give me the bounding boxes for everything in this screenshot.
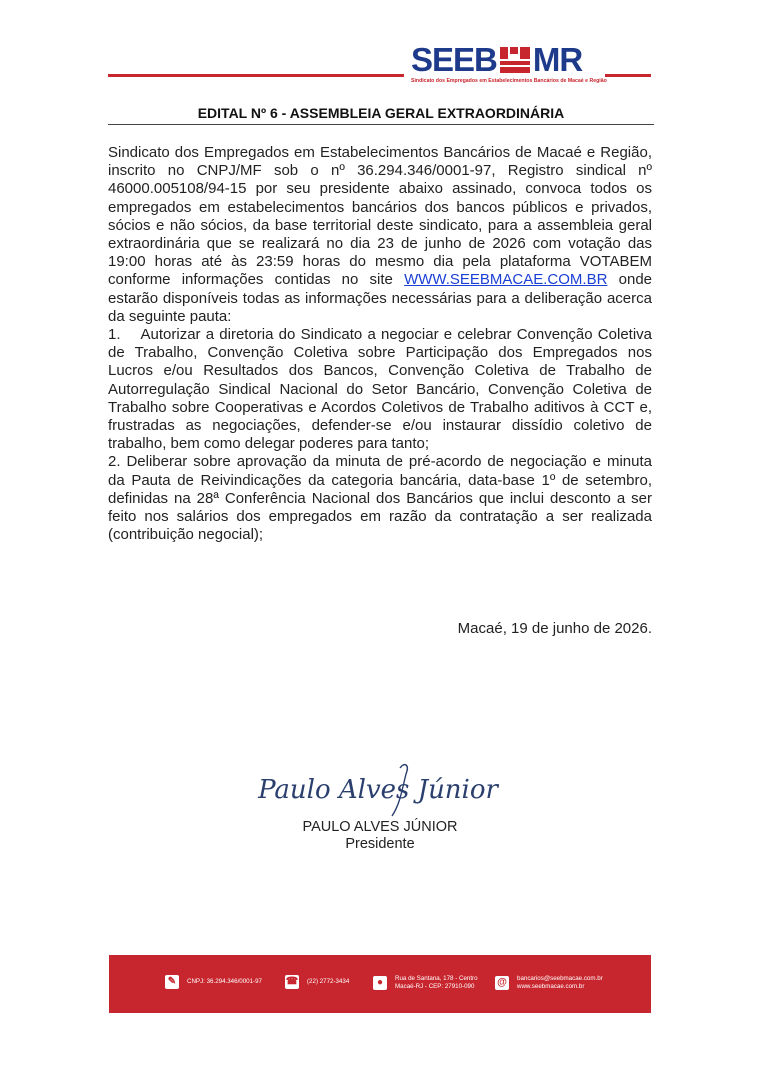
agenda-item-1: 1. Autorizar a diretoria do Sindicato a negociar e celebrar Convenção Coletiva de Trabalho, Convenção Coletiva sobre Participação dos Empregados nos Lucros e/ou Resultados dos Bancos, Convenção Coletiva de Trabalho de Autorregulação Sindical Nacional do Setor Bancário, Convenção Coletiva de Trabalho sobre Cooperativas e Acordos Coletivos de Trabalho aditivos à CCT e, frustradas as negociações, defender-se e/ou instaurar dissídio coletivo de trabalho, bem como delegar poderes para tanto; bbox=[108, 326, 657, 453]
intro-text-before-link: Sindicato dos Empregados em Estabelecimentos Bancários de Macaé e Região, inscrito no CNPJ/MF sob o nº 36.294.346/0001-97, Registro sindical nº 46000.005108/94-15 por seu presidente abaixo assinado, convoca todos os empregados em estabelecimentos bancários dos bancos públicos e privados, sócios e não sócios, da base territorial deste sindicato, para a assembleia geral extraordinária que se realizará no dia 23 de junho de 2026 com votação das 19:00 horas até às 23:59 horas do mesmo dia pela plataforma VOTABEM conforme informações contidas no site bbox=[108, 144, 652, 289]
footer-website[interactable]: www.seebmacae.com.br bbox=[517, 983, 585, 990]
phone-icon: ☎ bbox=[285, 976, 299, 987]
logo-tagline: Sindicato dos Empregados em Estabelecimentos Bancários de Macaé e Região bbox=[411, 78, 607, 84]
document-body bbox=[108, 144, 657, 544]
logo-text-right: MR bbox=[532, 41, 583, 78]
location-pin-icon: ● bbox=[373, 976, 387, 990]
intro-paragraph bbox=[108, 144, 652, 326]
place-and-date: Macaé, 19 de junho de 2026. bbox=[457, 620, 652, 637]
footer-phone bbox=[285, 975, 349, 989]
intro-text-after-link: onde estarão disponíveis todas as informações necessárias para a deliberação acerca da seguinte pauta: bbox=[108, 271, 652, 325]
footer-address bbox=[373, 975, 478, 991]
footer-cnpj-text: CNPJ: 36.294.346/0001-97 bbox=[187, 978, 262, 985]
header-rule-left bbox=[108, 74, 404, 77]
logo-wordmark bbox=[411, 41, 599, 78]
title-underline bbox=[108, 124, 654, 125]
footer-phone-text: (22) 2772-3434 bbox=[307, 978, 350, 985]
at-icon: @ bbox=[495, 976, 509, 990]
footer-cnpj bbox=[165, 975, 262, 989]
footer-address-line2: Macaé-RJ - CEP: 27910-090 bbox=[395, 983, 475, 990]
seeb-mr-logo bbox=[411, 41, 607, 84]
footer-contact-bar bbox=[109, 955, 651, 1013]
footer-address-line1: Rua de Santana, 178 - Centro bbox=[395, 975, 478, 982]
signature-text: Paulo Alves Júnior bbox=[258, 775, 498, 805]
footer-address-text bbox=[395, 975, 478, 991]
header-rule-right bbox=[605, 74, 651, 77]
signer-name: PAULO ALVES JÚNIOR bbox=[302, 819, 458, 835]
website-link[interactable]: WWW.SEEBMACAE.COM.BR bbox=[404, 271, 608, 289]
logo-text-left: SEEB bbox=[411, 41, 497, 78]
handwritten-signature bbox=[258, 760, 498, 822]
agenda-item-2: 2. Deliberar sobre aprovação da minuta de pré-acordo de negociação e minuta da Pauta de Reivindicações da categoria bancária, data-base 1º de setembro, definidas na 28ª Conferência Nacional dos Bancários que inclui desconto a ser feito nos salários dos empregados em razão da contratação a ser realizada (contribuição negocial); bbox=[108, 453, 652, 544]
document-icon: ✎ bbox=[165, 975, 179, 989]
footer-email-web bbox=[495, 975, 603, 991]
footer-email[interactable]: bancarios@seebmacae.com.br bbox=[517, 975, 603, 982]
footer-email-web-text bbox=[517, 975, 603, 991]
signer-role: Presidente bbox=[345, 836, 415, 852]
document-title: EDITAL Nº 6 - ASSEMBLEIA GERAL EXTRAORDINÁRIA bbox=[197, 105, 565, 121]
logo-emblem-icon bbox=[500, 47, 530, 73]
